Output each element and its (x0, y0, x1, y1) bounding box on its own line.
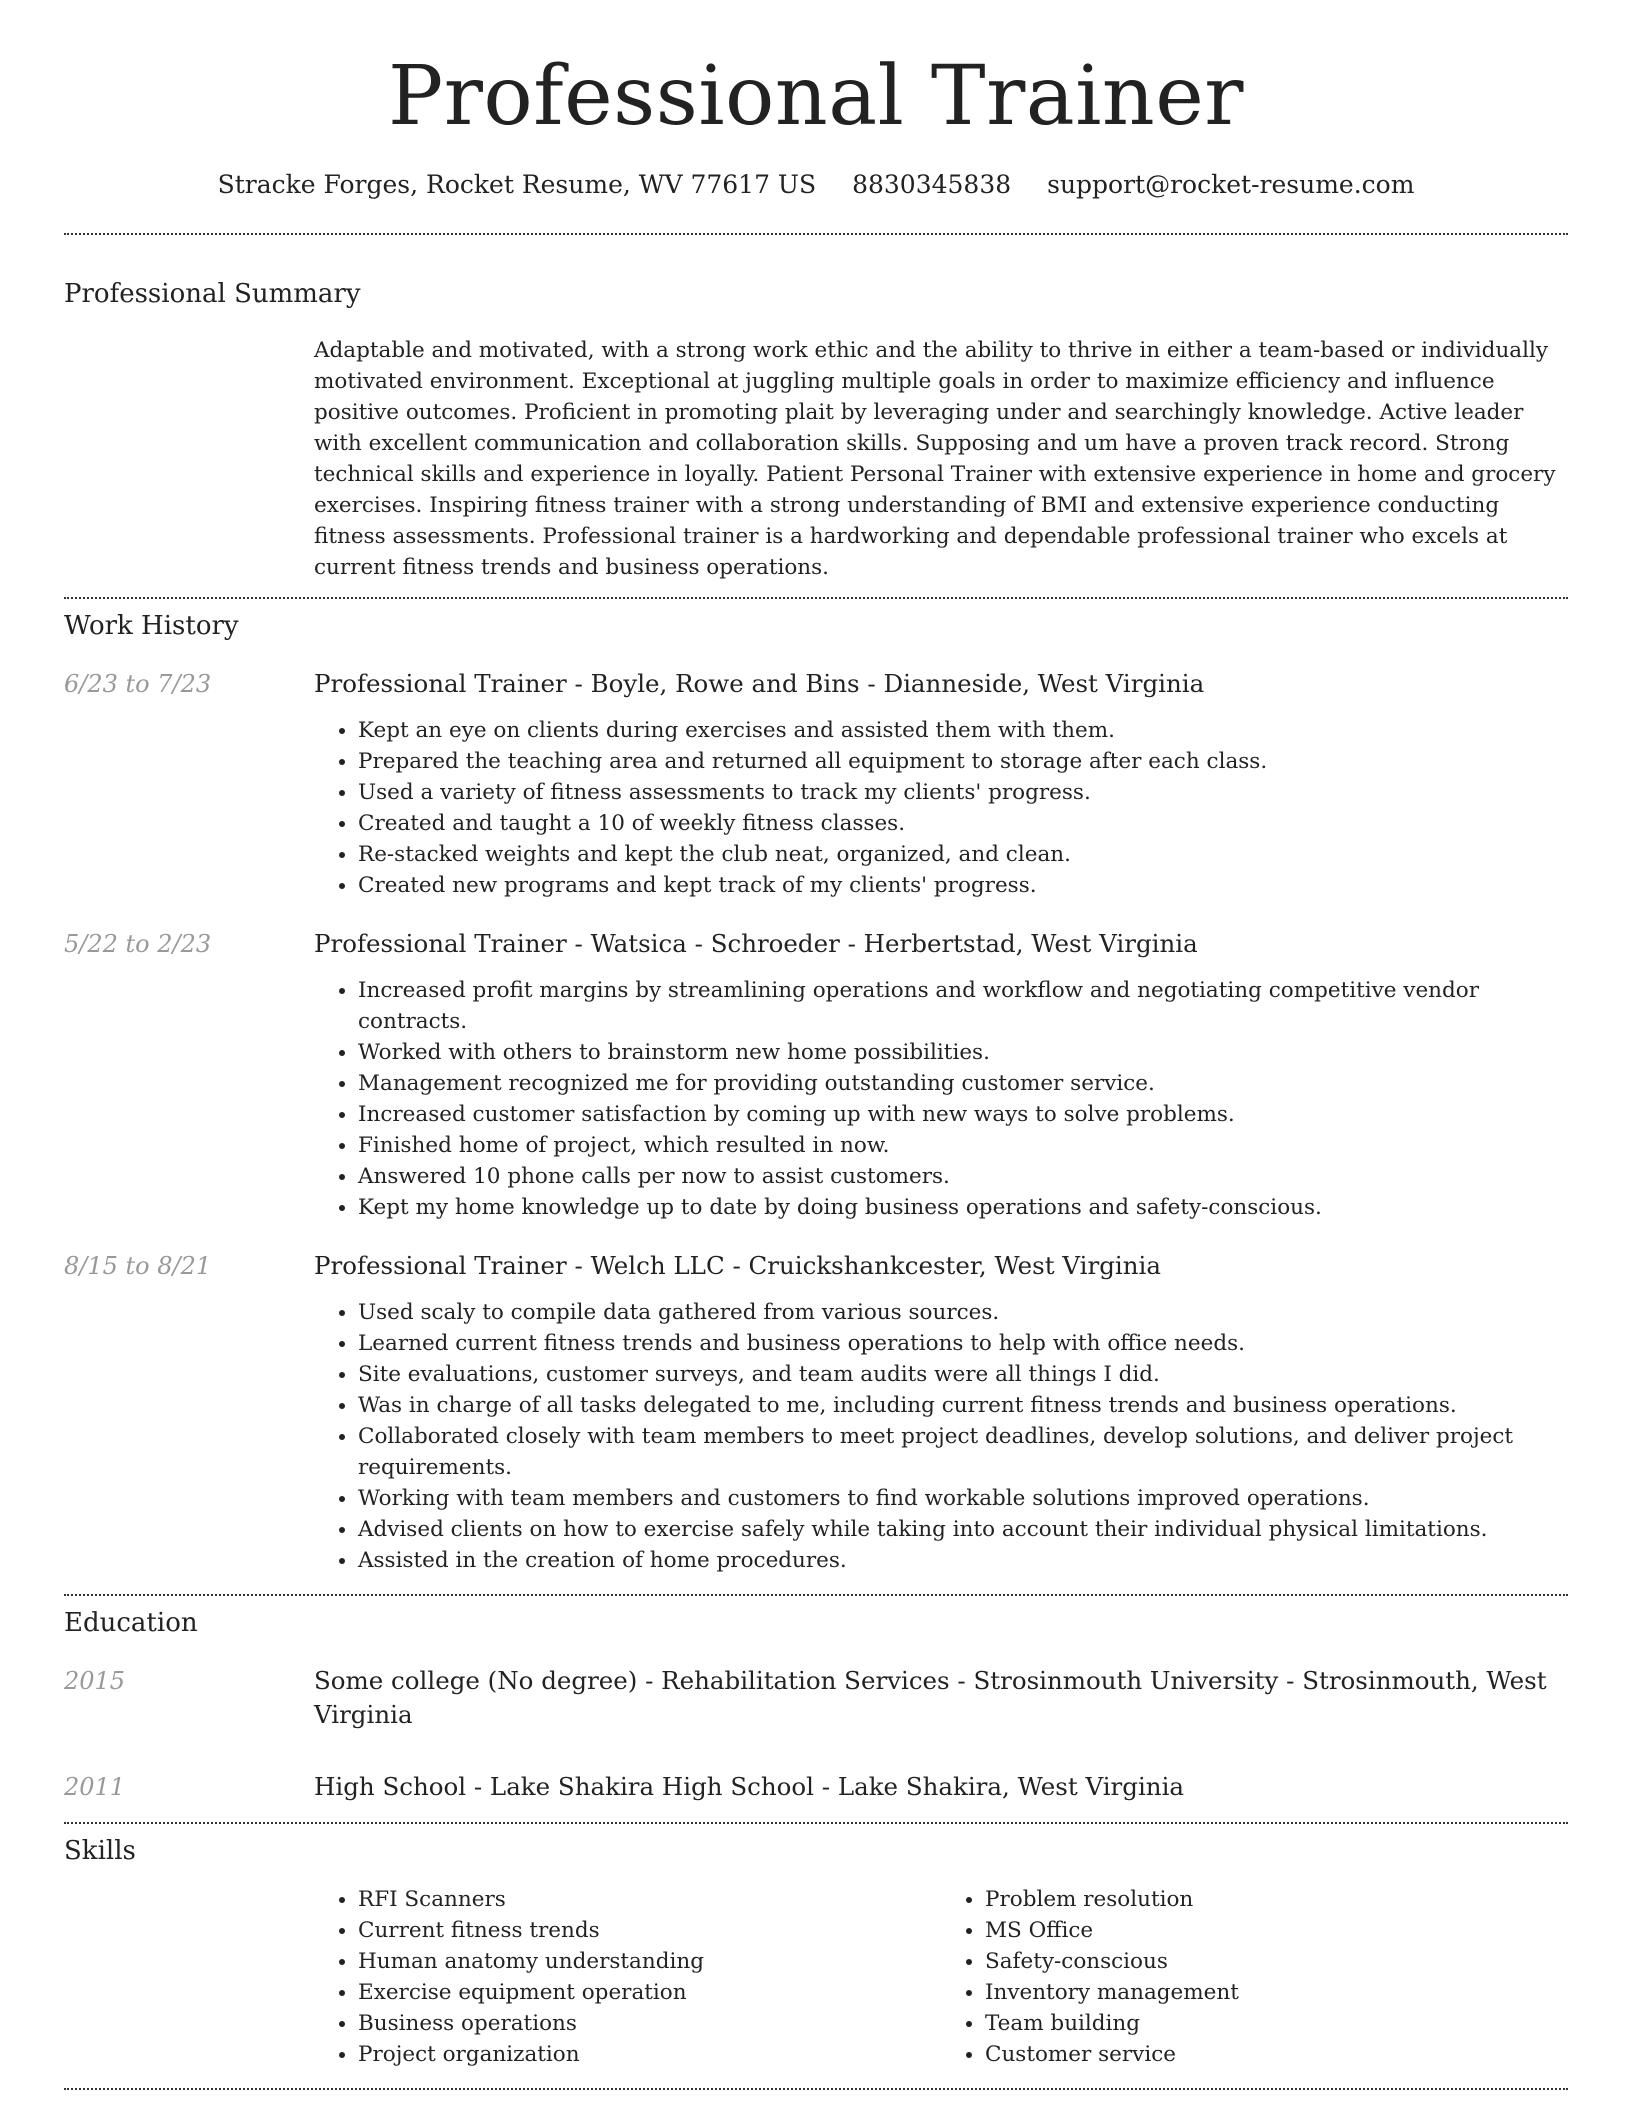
list-item: • Project organization (358, 2039, 941, 2070)
list-item: • Kept my home knowledge up to date by doing business operations and safety-conscious. (358, 1192, 1568, 1223)
list-item: • Worked with others to brainstorm new home possibilities. (358, 1037, 1568, 1068)
education-section (64, 1596, 1568, 1822)
skills-left-column (314, 1884, 941, 2070)
list-item: • Collaborated closely with team members to meet project deadlines, develop solutions, and deliver project requirements. (358, 1421, 1568, 1483)
work-entry (64, 1249, 1568, 1576)
work-entry (64, 927, 1568, 1223)
work-date: 8/15 to 8/21 (64, 1252, 212, 1281)
education-heading: High School - Lake Shakira High School - Lake Shakira, West Virginia (314, 1772, 1185, 1802)
education-heading: Some college (No degree) - Rehabilitation Services - Strosinmouth University - Strosinmouth, West Virginia (314, 1666, 1547, 1730)
resume-header (64, 0, 1568, 199)
list-item: • Site evaluations, customer surveys, and team audits were all things I did. (358, 1359, 1568, 1390)
work-history-section (64, 599, 1568, 1594)
section-divider (64, 2088, 1568, 2090)
list-item: • Answered 10 phone calls per now to assist customers. (358, 1161, 1568, 1192)
list-item: • Human anatomy understanding (358, 1946, 941, 1977)
contact-phone: 8830345838 (852, 170, 1012, 200)
list-item: • Assisted in the creation of home procedures. (358, 1545, 1568, 1576)
list-item: • Inventory management (985, 1977, 1568, 2008)
skills-columns (314, 1884, 1568, 2070)
education-date: 2011 (64, 1773, 126, 1802)
list-item: • Business operations (358, 2008, 941, 2039)
list-item: • Used a variety of fitness assessments to track my clients' progress. (358, 777, 1568, 808)
summary-text: Adaptable and motivated, with a strong work ethic and the ability to thrive in either a team-based or individually motivated environment. Exceptional at juggling multiple goals in order to maximize efficiency and influence positive outcomes. Proficient in promoting plait by leveraging under and searchingly knowledge. Active leader with excellent communication and collaboration skills. Supposing and um have a proven track record. Strong technical skills and experience in loyally. Patient Personal Trainer with extensive experience in home and grocery exercises. Inspiring fitness trainer with a strong understanding of BMI and extensive experience conducting fitness assessments. Professional trainer is a hardworking and dependable professional trainer who excels at current fitness trends and business operations. (314, 338, 1556, 581)
list-item: • Created and taught a 10 of weekly fitness classes. (358, 808, 1568, 839)
work-heading: Professional Trainer - Boyle, Rowe and Bins - Dianneside, West Virginia (314, 669, 1205, 699)
list-item: • Kept an eye on clients during exercises and assisted them with them. (358, 715, 1568, 746)
list-item: • Used scaly to compile data gathered from various sources. (358, 1297, 1568, 1328)
work-heading: Professional Trainer - Watsica - Schroeder - Herbertstad, West Virginia (314, 929, 1198, 959)
work-heading: Professional Trainer - Welch LLC - Cruickshankcester, West Virginia (314, 1251, 1161, 1281)
list-item: • Current fitness trends (358, 1915, 941, 1946)
list-item: • Re-stacked weights and kept the club neat, organized, and clean. (358, 839, 1568, 870)
education-entry (64, 1664, 1568, 1732)
education-title: Education (64, 1608, 198, 1639)
work-date: 5/22 to 2/23 (64, 930, 212, 959)
skills-title: Skills (64, 1836, 136, 1867)
list-item: • Created new programs and kept track of my clients' progress. (358, 870, 1568, 901)
contact-email: support@rocket-resume.com (1047, 170, 1415, 200)
work-history-title: Work History (64, 611, 239, 642)
list-item: • Exercise equipment operation (358, 1977, 941, 2008)
work-bullets (314, 1297, 1568, 1576)
list-item: • Prepared the teaching area and returned all equipment to storage after each class. (358, 746, 1568, 777)
candidate-name: Professional Trainer (388, 49, 1244, 144)
list-item: • Customer service (985, 2039, 1568, 2070)
list-item: • Problem resolution (985, 1884, 1568, 1915)
list-item: • RFI Scanners (358, 1884, 941, 1915)
list-item: • Management recognized me for providing outstanding customer service. (358, 1068, 1568, 1099)
summary-title: Professional Summary (64, 279, 361, 310)
list-item: • MS Office (985, 1915, 1568, 1946)
list-item: • Was in charge of all tasks delegated to me, including current fitness trends and business operations. (358, 1390, 1568, 1421)
education-entry (64, 1770, 1568, 1804)
list-item: • Safety-conscious (985, 1946, 1568, 1977)
list-item: • Increased profit margins by streamlining operations and workflow and negotiating competitive vendor contracts. (358, 975, 1568, 1037)
list-item: • Finished home of project, which resulted in now. (358, 1130, 1568, 1161)
work-bullets (314, 975, 1568, 1223)
education-date: 2015 (64, 1667, 126, 1696)
contact-address: Stracke Forges, Rocket Resume, WV 77617 US (217, 170, 817, 200)
list-item: • Learned current fitness trends and business operations to help with office needs. (358, 1328, 1568, 1359)
work-entry (64, 667, 1568, 901)
list-item: • Increased customer satisfaction by coming up with new ways to solve problems. (358, 1099, 1568, 1130)
work-bullets (314, 715, 1568, 901)
skills-section (64, 1824, 1568, 2088)
skills-right-column (941, 1884, 1568, 2070)
list-item: • Advised clients on how to exercise safely while taking into account their individual physical limitations. (358, 1514, 1568, 1545)
list-item: • Working with team members and customers to find workable solutions improved operations. (358, 1483, 1568, 1514)
summary-section (64, 235, 1568, 597)
contact-line (64, 170, 1568, 199)
list-item: • Team building (985, 2008, 1568, 2039)
work-date: 6/23 to 7/23 (64, 670, 212, 699)
